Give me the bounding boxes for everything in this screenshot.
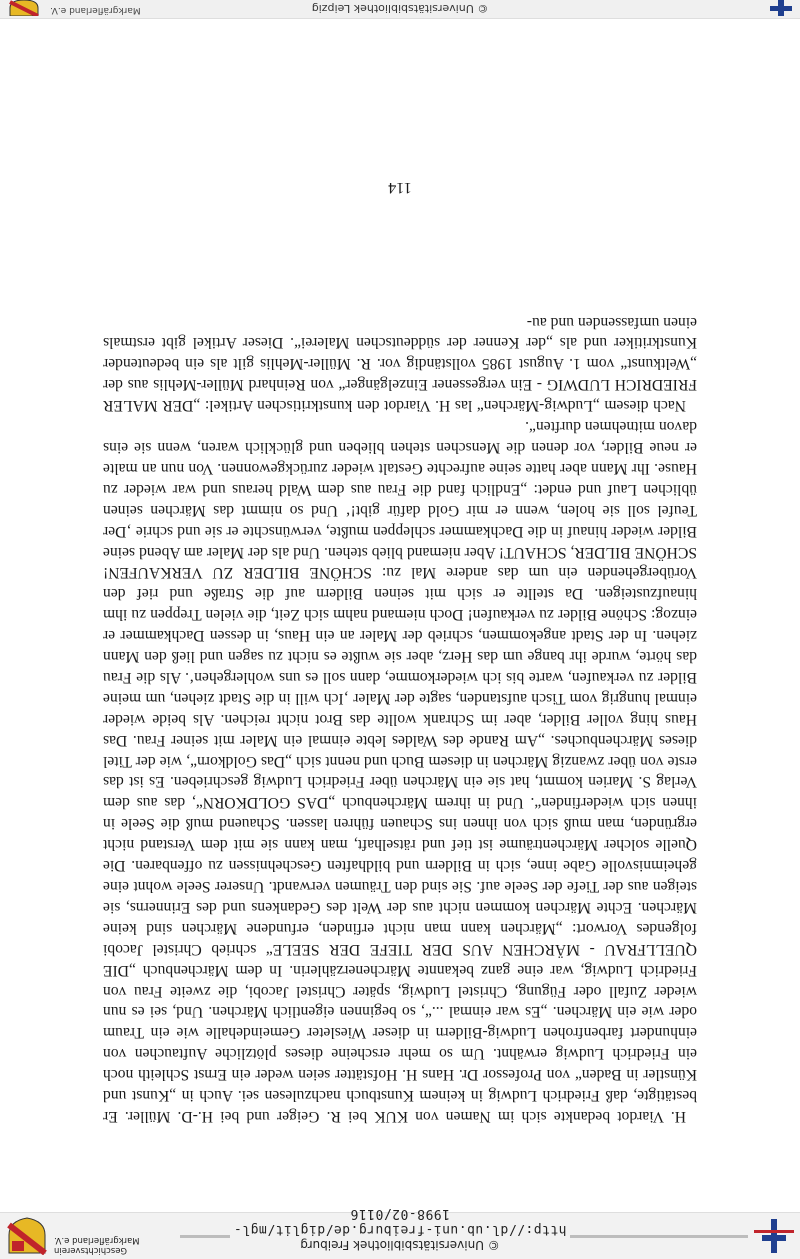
coat-of-arms-icon: [6, 1217, 48, 1255]
copyright-text: © Universitätsbibliothek Freiburg: [300, 1238, 500, 1252]
page-text: [103, 311, 697, 1126]
footer-society: Markgräflerland e.V.: [50, 5, 141, 15]
society-name: [54, 1235, 180, 1255]
library-logo-icon: [714, 0, 794, 16]
viewer-footer: [0, 0, 800, 19]
society-line-1: Geschichtsverein: [54, 1245, 128, 1255]
coat-of-arms-icon: [6, 0, 42, 16]
header-rule-left: [570, 1235, 748, 1238]
page-number: 114: [388, 179, 412, 196]
permalink-url[interactable]: http://dl.ub.uni-freiburg.de/diglit/mgl-1998-02/0116: [233, 1206, 567, 1237]
viewer-header: [0, 1206, 800, 1259]
footer-copyright: © Universitätsbibliothek Leipzig: [311, 2, 489, 15]
paragraph: H. Viardot bedankte sich im Namen von KUK bei R. Geiger und bei H.-D. Müller. Er bestätigte, daß Friedrich Ludwig in keinem Kunstbuch nachzulesen sei. Auch in „Kunst und Künstler in Baden“ von Professor Dr. Hans H. Hofstätter seien weder ein Ernst Schleith noch ein Friedrich Ludwig erwähnt. Um so mehr erscheine dieses plötzliche Auftauchen von einhundert farbenfrohen Ludwig-Bildern in dieser Wieslеter Gemeindehalle wie ein Traum oder wie ein Märchen. „Es war einmal ...“, so beginnen eigentlich Märchen. Und, sei es nun wieder Zufall oder Fügung, Christel Ludwig, später Christel Jacobi, die zweite Frau von Friedrich Ludwig, war eine ganz bekannte Märchenerzählerin. In dem Märchenbuch „DIE QUELLFRAU - MÄRCHEN AUS DER TIEFE DER SEELE“ schrieb Christel Jacobi folgendes Vorwort: „Märchen kann man nicht erfinden, erfundene Märchen sind keine Märchen. Echte Märchen kommen nicht aus der Welt des Gedankens und des Erinnerns, sie steigen aus der Tiefe der Seele auf. Sie sind den Träumen verwandt. Unserer Seele wohnt eine geheimnisvolle Gabe inne, sich in Bildern und bildhaften Geschehnissen zu offenbaren. Die Quelle solcher Märchenträume ist tief und rätselhaft, man kann sie mit dem Verstand nicht ergründen, man muß sich von ihnen ins Schauen führen lassen. Schauend muß die Seele in ihnen sich wiederfinden“. Und in ihrem Märchenbuch „DAS GOLDKORN“, das aus dem Verlag S. Marien kommt, hat sie ein Märchen über Friedrich Ludwig geschrieben. Es ist das erste von über zwanzig Märchen in diesem Buch und nennt sich „Das Goldkorn“, wie der Titel dieses Märchenbuches. „Am Rande des Waldes lebte einmal ein Maler mit seiner Frau. Das Haus hing voller Bilder, aber im Schrank wollte das Brot nicht reichen. Als beide wieder einmal hungrig vom Tisch aufstanden, sagte der Maler ‚Ich will in die Stadt ziehen, um meine Bilder zu verkaufen, warte bis ich wiederkomme, dann soll es uns wohlergehen‘. Als die Frau das hörte, wurde ihr bange um das Herz, aber sie wußte es nicht zu sagen und ließ den Mann ziehen. In der Stadt angekommen, schrieb der Maler an ein Haus, in dessen Dachkammer er einzog: Schöne Bilder zu verkaufen! Doch niemand nahm sich Zeit, die vielen Treppen zu ihm hinaufzusteigen. Da stellte er sich mit seinen Bildern auf die Straße und rief den Vorübergehenden ein um das andere Mal zu: SCHÖNE BILDER ZU VERKAUFEN! SCHÖNE BILDER, SCHAUT! Aber niemand blieb stehen. Und als der Maler am Abend seine Bilder wieder hinauf in die Dachkammer schleppen mußte, verwünschte er sie und schrie ‚Der Teufel soll sie holen, wenn er mir Gold dafür gibt!‘ Und so nimmt das Märchen seinen üblichen Lauf und endet: „Endlich fand die Frau aus dem Wald heraus und war wieder zu Hause. Ihr Mann aber hatte seine aufrechte Gestalt wieder zurückgewonnen. Von nun an malte er neue Bilder, vor denen die Menschen stehen blieben und glücklich waren, wenn sie eins davon mitnehmen durften“.: [103, 418, 697, 1125]
header-rule-right: [180, 1235, 230, 1238]
header-center: [230, 1205, 570, 1253]
society-line-2: Markgräflerland e.V.: [54, 1235, 140, 1245]
paragraph: Nach diesem „Ludwig-Märchen“ las H. Viardot den kunstkritischen Artikel: „DER MALER FRIEDRICH LUDWIG - Ein vergessener Einzelgänger“ von Reinhard Müller-Mehlis aus der „Weltkunst“ vom 1. August 1985 vollständig vor. R. Müller-Mehlis gilt als ein bedeutender Kunstkritiker und als „der Kenner der süddeutschen Malerei“. Dieser Artikel gibt erstmals einen umfassenden und au-: [103, 313, 697, 415]
library-logo-icon: [754, 1219, 794, 1253]
